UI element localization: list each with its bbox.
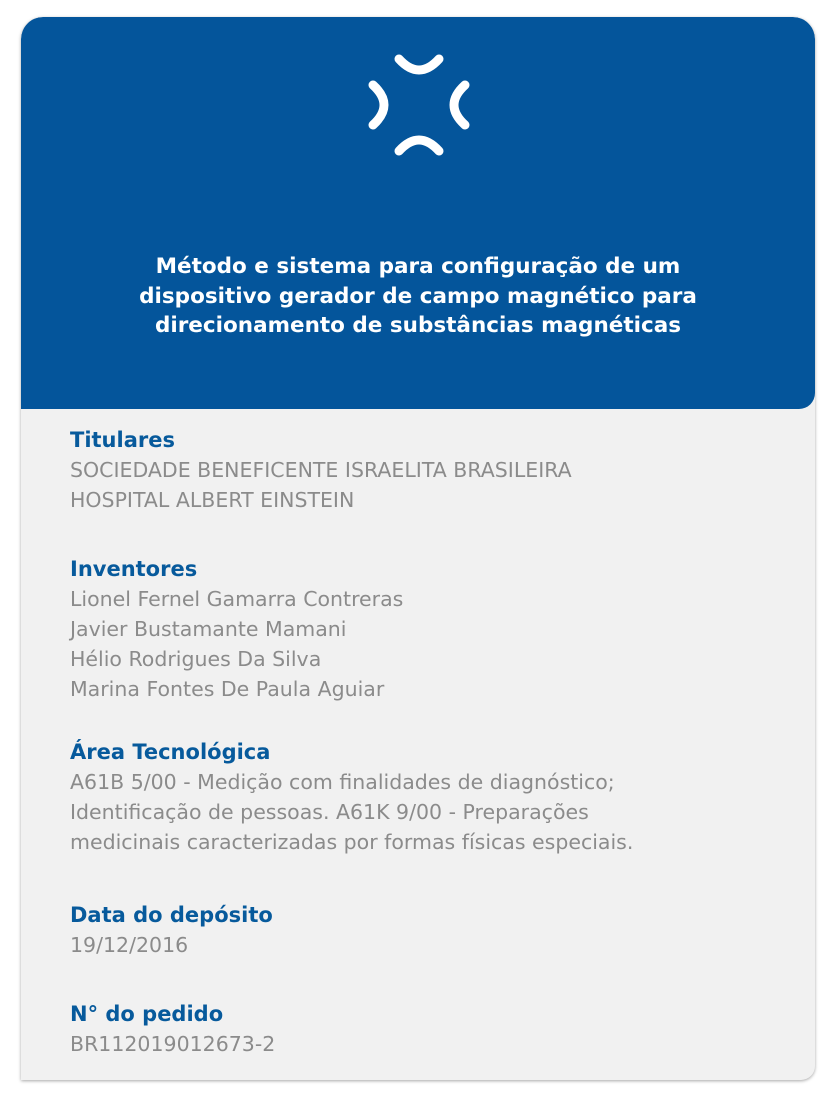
inventor-name: Javier Bustamante Mamani <box>70 617 347 641</box>
area-tecnologica-label: Área Tecnológica <box>70 740 271 764</box>
titulares-label: Titulares <box>70 428 175 452</box>
data-deposito-value: 19/12/2016 <box>70 933 189 957</box>
data-deposito-section <box>70 900 800 960</box>
numero-pedido-section <box>70 999 800 1059</box>
area-tecnologica-line: medicinais caracterizadas por formas físicas especiais. <box>70 830 634 854</box>
patent-title: Método e sistema para configuração de um dispositivo gerador de campo magnético para direcionamento de substâncias magnéticas <box>139 254 697 338</box>
numero-pedido-value: BR112019012673-2 <box>70 1032 276 1056</box>
titular-line: SOCIEDADE BENEFICENTE ISRAELITA BRASILEIRA <box>70 458 572 482</box>
numero-pedido-label: N° do pedido <box>70 1002 224 1026</box>
x-brackets-logo-icon <box>365 51 473 159</box>
inventor-name: Marina Fontes De Paula Aguiar <box>70 677 385 701</box>
area-tecnologica-section <box>70 737 800 857</box>
card-header <box>21 17 815 409</box>
inventor-name: Lionel Fernel Gamarra Contreras <box>70 587 404 611</box>
inventores-list <box>70 584 800 704</box>
inventores-label: Inventores <box>70 557 198 581</box>
area-tecnologica-line: Identificação de pessoas. A61K 9/00 - Preparações <box>70 800 589 824</box>
titulares-section <box>70 425 800 515</box>
inventores-section <box>70 554 800 704</box>
data-deposito-label: Data do depósito <box>70 903 273 927</box>
patent-card <box>21 17 815 1080</box>
inventor-name: Hélio Rodrigues Da Silva <box>70 647 322 671</box>
titular-line: HOSPITAL ALBERT EINSTEIN <box>70 488 355 512</box>
area-tecnologica-line: A61B 5/00 - Medição com finalidades de diagnóstico; <box>70 770 615 794</box>
